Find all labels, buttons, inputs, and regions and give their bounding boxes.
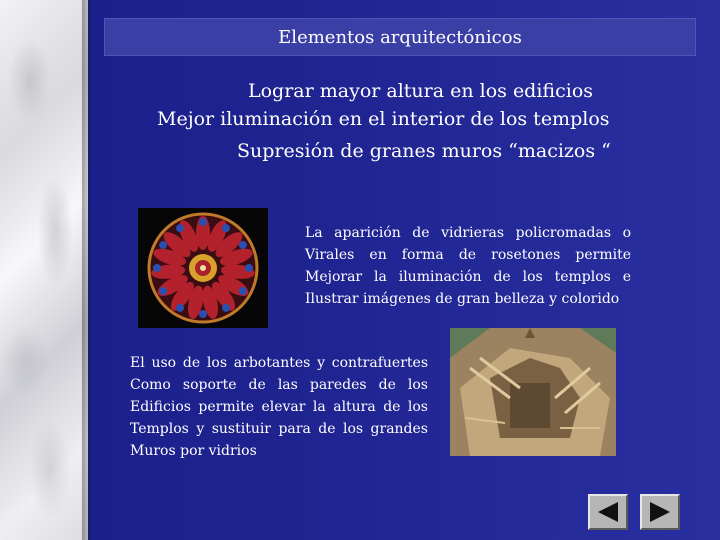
title-bar [104,18,696,56]
bullet-line-3: Supresión de granes muros “macizos “ [237,140,611,162]
rose-window-image [138,208,268,328]
marble-shadow [82,0,94,540]
forward-button[interactable] [640,494,680,530]
triangle-left-icon [596,501,620,523]
cathedral-image [450,328,616,456]
slide-title: Elementos arquitectónicos [278,26,522,48]
bullet-line-1: Lograr mayor altura en los edificios [248,80,594,102]
back-button[interactable] [588,494,628,530]
rose-window-paragraph: La aparición de vidrieras policromadas o Virales en forma de rosetones permite Mejorar la iluminación de los templos e Ilustrar imágenes de gran belleza y colorido [305,225,631,307]
marble-border [0,0,88,540]
triangle-right-icon [648,501,672,523]
bullet-line-2: Mejor iluminación en el interior de los templos [157,108,610,130]
arbotantes-paragraph: El uso de los arbotantes y contrafuertes Como soporte de las paredes de los Edificios permite elevar la altura de los Templos y sustituir para de los grandes Muros por vidrios [130,355,428,459]
